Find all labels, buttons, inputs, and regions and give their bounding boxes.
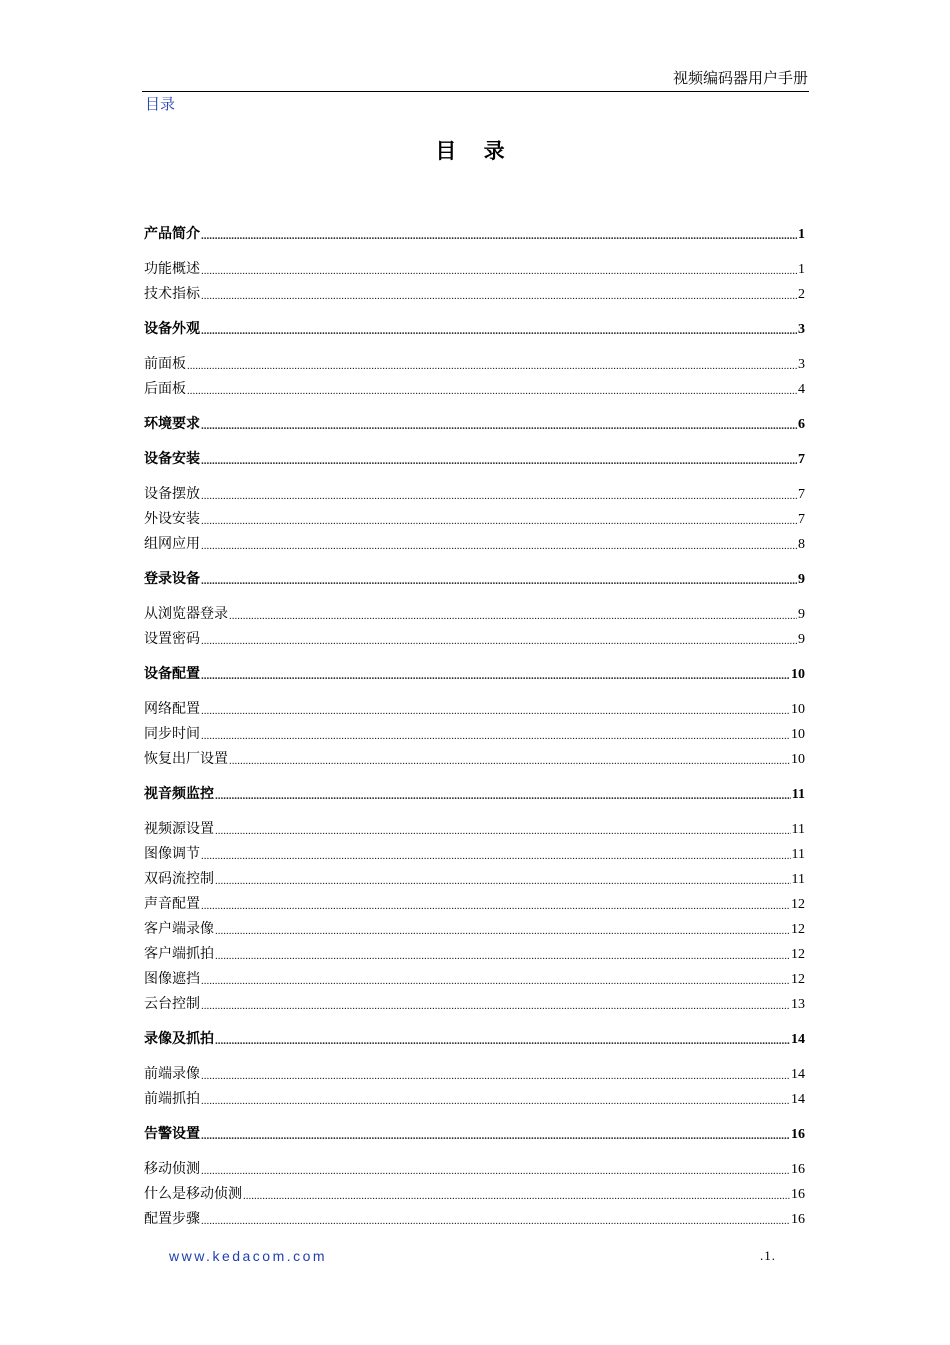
- toc-page-number: 9: [798, 607, 805, 622]
- toc-page-number: 14: [791, 1032, 805, 1047]
- toc-chapter-entry[interactable]: [144, 563, 805, 588]
- toc-entry-label: 外设安装: [144, 511, 200, 527]
- toc-page-number: 12: [791, 947, 805, 962]
- toc-page-number: 16: [791, 1127, 805, 1142]
- toc-page-number: 12: [791, 897, 805, 912]
- toc-dot-leader: [215, 1034, 790, 1048]
- toc-entry-label: 图像调节: [144, 846, 200, 862]
- toc-chapter-entry[interactable]: [144, 778, 805, 803]
- toc-dot-leader: [201, 539, 797, 553]
- toc-entry-label: 设备配置: [144, 666, 200, 682]
- toc-chapter-entry[interactable]: [144, 313, 805, 338]
- footer-url-link[interactable]: www.kedacom.com: [169, 1248, 328, 1264]
- toc-entry-label: 双码流控制: [144, 871, 214, 887]
- toc-dot-leader: [201, 324, 797, 338]
- toc-dot-leader: [229, 609, 797, 623]
- toc-entry-label: 后面板: [144, 381, 186, 397]
- toc-page-number: 7: [798, 512, 805, 527]
- toc-page-number: 7: [798, 487, 805, 502]
- table-of-contents: [144, 218, 805, 1228]
- toc-page-number: 2: [798, 287, 805, 302]
- toc-section-entry[interactable]: [144, 693, 805, 718]
- toc-entry-label: 前端录像: [144, 1066, 200, 1082]
- toc-dot-leader: [215, 924, 790, 938]
- toc-dot-leader: [201, 419, 797, 433]
- toc-section-entry[interactable]: [144, 278, 805, 303]
- toc-page-number: 10: [791, 752, 805, 767]
- toc-chapter-entry[interactable]: [144, 443, 805, 468]
- toc-section-entry[interactable]: [144, 528, 805, 553]
- toc-entry-label: 设备摆放: [144, 486, 200, 502]
- toc-dot-leader: [243, 1189, 790, 1203]
- toc-dot-leader: [215, 789, 791, 803]
- toc-section-entry[interactable]: [144, 863, 805, 888]
- toc-entry-label: 配置步骤: [144, 1211, 200, 1227]
- toc-section-entry[interactable]: [144, 253, 805, 278]
- toc-section-entry[interactable]: [144, 718, 805, 743]
- toc-entry-label: 告警设置: [144, 1126, 200, 1142]
- toc-dot-leader: [187, 384, 797, 398]
- toc-page-number: 7: [798, 452, 805, 467]
- toc-entry-label: 移动侦测: [144, 1161, 200, 1177]
- toc-dot-leader: [201, 999, 790, 1013]
- toc-dot-leader: [201, 634, 797, 648]
- toc-entry-label: 客户端录像: [144, 921, 214, 937]
- toc-section-entry[interactable]: [144, 373, 805, 398]
- toc-section-entry[interactable]: [144, 478, 805, 503]
- toc-page-number: 10: [791, 667, 805, 682]
- toc-section-entry[interactable]: [144, 623, 805, 648]
- toc-page-number: 4: [798, 382, 805, 397]
- toc-entry-label: 环境要求: [144, 416, 200, 432]
- toc-page-number: 12: [791, 922, 805, 937]
- toc-page-number: 1: [798, 227, 805, 242]
- toc-dot-leader: [201, 264, 797, 278]
- toc-page-number: 9: [798, 632, 805, 647]
- toc-entry-label: 登录设备: [144, 571, 200, 587]
- toc-entry-label: 恢复出厂设置: [144, 751, 228, 767]
- toc-entry-label: 同步时间: [144, 726, 200, 742]
- toc-section-entry[interactable]: [144, 913, 805, 938]
- toc-section-entry[interactable]: [144, 348, 805, 373]
- header-doc-title: 视频编码器用户手册: [672, 69, 808, 87]
- toc-section-entry[interactable]: [144, 938, 805, 963]
- toc-dot-leader: [201, 669, 790, 683]
- toc-dot-leader: [215, 824, 791, 838]
- toc-page-number: 11: [791, 822, 805, 837]
- toc-dot-leader: [201, 1214, 790, 1228]
- toc-chapter-entry[interactable]: [144, 658, 805, 683]
- toc-entry-label: 云台控制: [144, 996, 200, 1012]
- toc-section-entry[interactable]: [144, 988, 805, 1013]
- toc-entry-label: 视频源设置: [144, 821, 214, 837]
- toc-page-number: 16: [791, 1187, 805, 1202]
- toc-chapter-entry[interactable]: [144, 408, 805, 433]
- toc-section-entry[interactable]: [144, 1083, 805, 1108]
- toc-chapter-entry[interactable]: [144, 218, 805, 243]
- toc-page-number: 16: [791, 1212, 805, 1227]
- toc-dot-leader: [201, 974, 790, 988]
- toc-page-number: 11: [791, 847, 805, 862]
- toc-dot-leader: [187, 359, 797, 373]
- toc-dot-leader: [201, 574, 797, 588]
- toc-page-number: 9: [798, 572, 805, 587]
- toc-page-number: 3: [798, 357, 805, 372]
- page-title: 目 录: [435, 139, 515, 163]
- toc-entry-label: 技术指标: [144, 286, 200, 302]
- toc-page-number: 10: [791, 727, 805, 742]
- toc-section-entry[interactable]: [144, 813, 805, 838]
- toc-section-entry[interactable]: [144, 503, 805, 528]
- toc-dot-leader: [201, 289, 797, 303]
- toc-section-entry[interactable]: [144, 743, 805, 768]
- toc-dot-leader: [201, 899, 790, 913]
- toc-entry-label: 设置密码: [144, 631, 200, 647]
- toc-section-entry[interactable]: [144, 963, 805, 988]
- toc-entry-label: 声音配置: [144, 896, 200, 912]
- toc-page-number: 11: [791, 872, 805, 887]
- toc-chapter-entry[interactable]: [144, 1118, 805, 1143]
- toc-dot-leader: [201, 704, 790, 718]
- toc-entry-label: 前面板: [144, 356, 186, 372]
- toc-dot-leader: [229, 754, 790, 768]
- toc-chapter-entry[interactable]: [144, 1023, 805, 1048]
- toc-section-entry[interactable]: [144, 838, 805, 863]
- toc-page-number: 8: [798, 537, 805, 552]
- toc-page-number: 3: [798, 322, 805, 337]
- toc-section-entry[interactable]: [144, 1153, 805, 1178]
- toc-dot-leader: [201, 1069, 790, 1083]
- toc-dot-leader: [215, 874, 791, 888]
- toc-entry-label: 录像及抓拍: [144, 1031, 214, 1047]
- toc-dot-leader: [201, 1094, 790, 1108]
- toc-dot-leader: [201, 454, 797, 468]
- toc-dot-leader: [201, 849, 791, 863]
- toc-entry-label: 前端抓拍: [144, 1091, 200, 1107]
- toc-section-entry[interactable]: [144, 888, 805, 913]
- toc-dot-leader: [201, 514, 797, 528]
- toc-page-number: 16: [791, 1162, 805, 1177]
- toc-entry-label: 功能概述: [144, 261, 200, 277]
- footer-page-number: .1.: [760, 1248, 776, 1263]
- toc-entry-label: 视音频监控: [144, 786, 214, 802]
- toc-page-number: 14: [791, 1092, 805, 1107]
- toc-page-number: 13: [791, 997, 805, 1012]
- toc-dot-leader: [201, 489, 797, 503]
- toc-section-entry[interactable]: [144, 1203, 805, 1228]
- toc-page-number: 11: [791, 787, 805, 802]
- toc-entry-label: 图像遮挡: [144, 971, 200, 987]
- toc-entry-label: 设备安装: [144, 451, 200, 467]
- toc-dot-leader: [215, 949, 790, 963]
- toc-entry-label: 组网应用: [144, 536, 200, 552]
- toc-page-number: 12: [791, 972, 805, 987]
- toc-entry-label: 从浏览器登录: [144, 606, 228, 622]
- toc-entry-label: 客户端抓拍: [144, 946, 214, 962]
- toc-entry-label: 什么是移动侦测: [144, 1186, 242, 1202]
- toc-page-number: 6: [798, 417, 805, 432]
- toc-entry-label: 网络配置: [144, 701, 200, 717]
- toc-page-number: 10: [791, 702, 805, 717]
- toc-page-number: 14: [791, 1067, 805, 1082]
- header-rule: [142, 91, 809, 92]
- toc-dot-leader: [201, 1164, 790, 1178]
- toc-entry-label: 产品简介: [144, 226, 200, 242]
- toc-section-entry[interactable]: [144, 1058, 805, 1083]
- toc-page-number: 1: [798, 262, 805, 277]
- toc-dot-leader: [201, 229, 797, 243]
- toc-section-entry[interactable]: [144, 598, 805, 623]
- toc-section-entry[interactable]: [144, 1178, 805, 1203]
- toc-dot-leader: [201, 1129, 790, 1143]
- toc-entry-label: 设备外观: [144, 321, 200, 337]
- section-label: 目录: [145, 95, 176, 113]
- toc-dot-leader: [201, 729, 790, 743]
